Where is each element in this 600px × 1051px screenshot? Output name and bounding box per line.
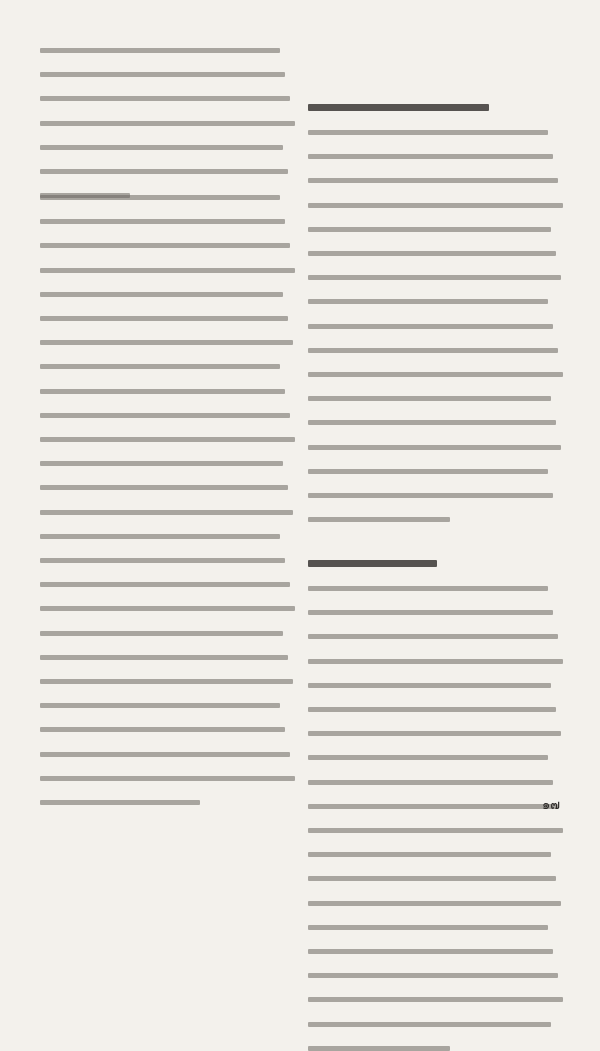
text-line-placeholder — [40, 752, 290, 757]
text-line-placeholder — [40, 800, 200, 805]
text-line-placeholder — [40, 268, 295, 273]
page-number: ๑๗ — [541, 798, 560, 813]
text-line-placeholder — [308, 755, 548, 760]
text-line-placeholder — [40, 219, 285, 224]
text-line-placeholder — [40, 72, 285, 77]
text-line-placeholder — [308, 997, 563, 1002]
text-line-placeholder — [40, 776, 295, 781]
text-line-placeholder — [40, 558, 285, 563]
text-line-placeholder — [308, 610, 553, 615]
text-line-placeholder — [308, 949, 553, 954]
text-line-placeholder — [40, 703, 280, 708]
text-line-placeholder — [308, 227, 551, 232]
text-line-placeholder — [308, 804, 558, 809]
text-line-placeholder — [308, 104, 489, 111]
text-line-placeholder — [40, 292, 283, 297]
text-line-placeholder — [40, 582, 290, 587]
text-line-placeholder — [308, 420, 556, 425]
text-line-placeholder — [308, 901, 561, 906]
text-line-placeholder — [308, 659, 563, 664]
text-line-placeholder — [308, 299, 548, 304]
text-line-placeholder — [308, 731, 561, 736]
text-line-placeholder — [308, 852, 551, 857]
text-line-placeholder — [40, 121, 295, 126]
text-line-placeholder — [308, 707, 556, 712]
text-line-placeholder — [40, 364, 280, 369]
text-line-placeholder — [40, 655, 288, 660]
text-line-placeholder — [40, 195, 280, 200]
text-line-placeholder — [308, 828, 563, 833]
text-line-placeholder — [40, 316, 288, 321]
text-line-placeholder — [308, 683, 551, 688]
text-line-placeholder — [308, 445, 561, 450]
text-line-placeholder — [40, 169, 288, 174]
text-line-placeholder — [40, 727, 285, 732]
text-line-placeholder — [40, 510, 293, 515]
text-line-placeholder — [308, 560, 437, 567]
text-line-placeholder — [308, 973, 558, 978]
text-line-placeholder — [308, 324, 553, 329]
text-line-placeholder — [308, 178, 558, 183]
text-line-placeholder — [308, 154, 553, 159]
text-line-placeholder — [40, 145, 283, 150]
text-line-placeholder — [308, 1046, 450, 1051]
text-line-placeholder — [40, 437, 295, 442]
text-line-placeholder — [308, 372, 563, 377]
text-line-placeholder — [40, 631, 283, 636]
text-line-placeholder — [40, 96, 290, 101]
text-line-placeholder — [308, 203, 563, 208]
text-line-placeholder — [308, 469, 548, 474]
text-line-placeholder — [308, 780, 553, 785]
text-line-placeholder — [308, 1022, 551, 1027]
text-line-placeholder — [40, 534, 280, 539]
text-line-placeholder — [308, 275, 561, 280]
text-line-placeholder — [308, 493, 553, 498]
text-line-placeholder — [40, 389, 285, 394]
text-line-placeholder — [308, 251, 556, 256]
text-line-placeholder — [40, 461, 283, 466]
text-line-placeholder — [40, 485, 288, 490]
text-line-placeholder — [40, 340, 293, 345]
text-line-placeholder — [40, 243, 290, 248]
text-line-placeholder — [308, 396, 551, 401]
text-line-placeholder — [308, 634, 558, 639]
text-line-placeholder — [308, 348, 558, 353]
text-line-placeholder — [40, 413, 290, 418]
text-line-placeholder — [308, 586, 548, 591]
text-line-placeholder — [308, 517, 450, 522]
text-line-placeholder — [40, 48, 280, 53]
text-line-placeholder — [40, 679, 293, 684]
text-line-placeholder — [308, 925, 548, 930]
text-line-placeholder — [40, 606, 295, 611]
text-line-placeholder — [308, 876, 556, 881]
text-line-placeholder — [308, 130, 548, 135]
